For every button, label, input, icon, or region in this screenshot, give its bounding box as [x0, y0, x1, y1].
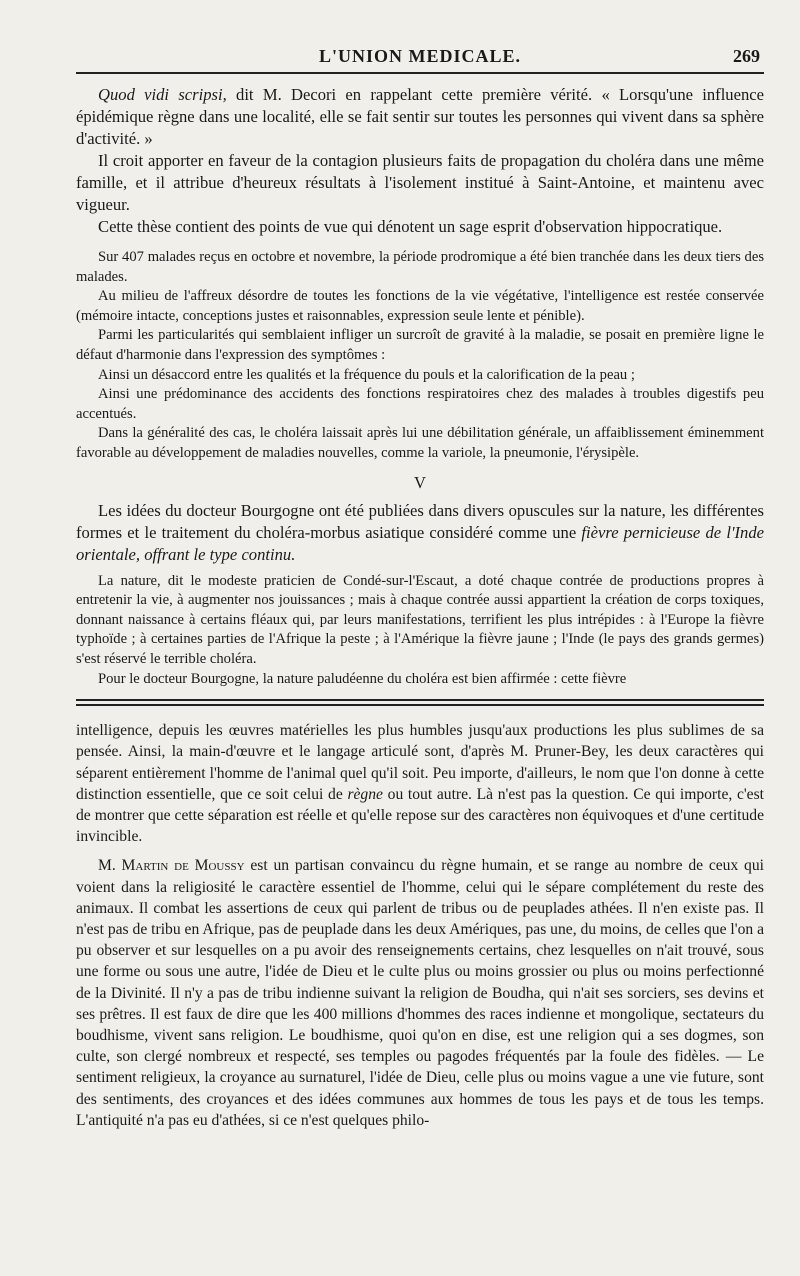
- paragraph: Sur 407 malades reçus en octobre et novembre, la période prodromique a été bien tranchée dans les deux tiers des malades.: [76, 249, 764, 285]
- latin-quote: Quod vidi scripsi,: [98, 85, 227, 104]
- section-five: [76, 500, 764, 566]
- paragraph-text: dit M. Decori en rappelant cette première vérité. « Lorsqu'une influence épidémique règne dans une localité, elle se fait sentir sur toutes les personnes qui vivent dans sa sphère d'activité. »: [76, 85, 764, 148]
- paragraph: La nature, dit le modeste praticien de Condé-sur-l'Escaut, a doté chaque contrée de productions propres à entretenir la vie, à augmenter nos jouissances ; mais à chaque contrée aussi appartient la création de corps toxiques, donnant naissance à certains fléaux qui, par leurs manifestations, terrifient les plus intrépides : à l'Europe la fièvre typhoïde ; à certaines parties de l'Afrique la peste ; à l'Amérique la fièvre jaune ; l'Inde (le pays des grands germes) s'est réservé le terrible choléra.: [76, 572, 764, 667]
- page-number: 269: [733, 46, 760, 66]
- section-numeral: V: [414, 472, 426, 492]
- italic-phrase: fièvre pernicieuse de l'Inde orientale, offrant le type continu.: [76, 522, 764, 564]
- paragraph: Au milieu de l'affreux désordre de toutes les fonctions de la vie végétative, l'intelligence est restée conservée (mémoire intacte, conceptions justes et raisonnables, expression seule lente et pénible).: [76, 288, 764, 324]
- feuilleton-separator: [76, 699, 764, 706]
- paragraph: Ainsi une prédominance des accidents des fonctions respiratoires chez des malades à troubles digestifs peu accentués.: [76, 386, 764, 422]
- summary-section: [76, 248, 764, 464]
- paragraph: Il croit apporter en faveur de la contagion plusieurs faits de propagation du choléra dans une même famille, et il attribue d'heureux résultats à l'isolement institué à Saint-Antoine, et maintenu avec vigueur.: [76, 151, 764, 214]
- paragraph-text: intelligence, depuis les œuvres matérielles les plus humbles jusqu'aux productions les plus sublimes de sa pensée. Ainsi, la main-d'œuvre et le langage articulé sont, d'après M. Pruner-Bey, les deux caractères qui séparent entièrement l'homme de l'animal quel qu'il soit. Peu importe, d'ailleurs, le nom que l'on donne à cette distinction essentielle, que ce soit celui de: [76, 722, 764, 803]
- page-header: [76, 40, 764, 72]
- paragraph: Ainsi un désaccord entre les qualités et la fréquence du pouls et la calorification de la peau ;: [98, 366, 635, 383]
- italic-word: règne: [347, 785, 383, 803]
- paragraph: Dans la généralité des cas, le choléra laissait après lui une débilitation générale, un affaiblissement éminemment favorable au développement de maladies nouvelles, comme la variole, la pneumonie, l'érysipèle.: [76, 425, 764, 461]
- paragraph: Pour le docteur Bourgogne, la nature paludéenne du choléra est bien affirmée : cette fièvre: [98, 670, 627, 687]
- paragraph-text: Les idées du docteur Bourgogne ont été publiées dans divers opuscules sur la nature, les différentes formes et le traitement du choléra-morbus asiatique considéré comme une: [76, 500, 764, 542]
- paragraph-text: ou tout autre. Là n'est pas la question. Ce qui importe, c'est de montrer que cette séparation est réelle et qu'elle repose sur des caractères non équivoques et d'une certitude invincible.: [76, 785, 765, 846]
- section-five-body: [76, 572, 764, 690]
- author-name: M. Martin de Moussy: [98, 857, 245, 875]
- feuilleton-section: [76, 720, 764, 1131]
- paragraph: Parmi les particularités qui semblaient infliger un surcroît de gravité à la maladie, se posait en première ligne le défaut d'harmonie dans l'expression des symptômes :: [76, 327, 764, 363]
- header-rule: [76, 72, 764, 74]
- running-title: L'UNION MEDICALE.: [318, 46, 522, 66]
- paragraph: [76, 500, 764, 566]
- paragraph: [76, 84, 764, 150]
- lead-section: [76, 84, 764, 238]
- paragraph: [76, 855, 764, 1131]
- paragraph-text: est un partisan convaincu du règne humain, et se range au nombre de ceux qui voient dans la religiosité le caractère essentiel de l'homme, celui qui le sépare complétement du reste des animaux. Il combat les assertions de ceux qui parlent de tribus ou de peuplades athées. Il n'en existe pas. Il n'est pas de tribu en Afrique, pas de peuplade dans les deux Amériques, pas une, du moins, de celles que l'on a pu observer et sur lesquelles on a pu avoir des renseignements certains, chez lesquelles on n'ait trouvé, sous une forme ou sous une autre, l'idée de Dieu et le culte plus ou moins grossier ou plus ou moins perfectionné de la Divinité. Il n'y a pas de tribu indienne suivant la religion de Boudha, qui n'ait ses sorciers, ses devins et ses prêtres. Il est faux de dire que les 400 millions d'hommes des races indienne et mongolique, sectateurs du boudhisme, vivent sans religion. Le boudhisme, quoi qu'on en dise, est une religion qui a ses dogmes, son culte, son clergé nombreux et respecté, ses temples ou pagodes fréquentés par la foule des fidèles. — Le sentiment religieux, la croyance au surnaturel, l'idée de Dieu, celle plus ou moins vague a une vie future, sont des sentiments, des croyances et des idées communes aux hommes de tous les pays et de tous les temps. L'antiquité n'a pas eu d'athées, si ce n'est quelques philo-: [76, 857, 764, 1129]
- document-page: [76, 40, 764, 1131]
- paragraph: [76, 720, 764, 847]
- paragraph: Cette thèse contient des points de vue qui dénotent un sage esprit d'observation hippocratique.: [98, 217, 723, 236]
